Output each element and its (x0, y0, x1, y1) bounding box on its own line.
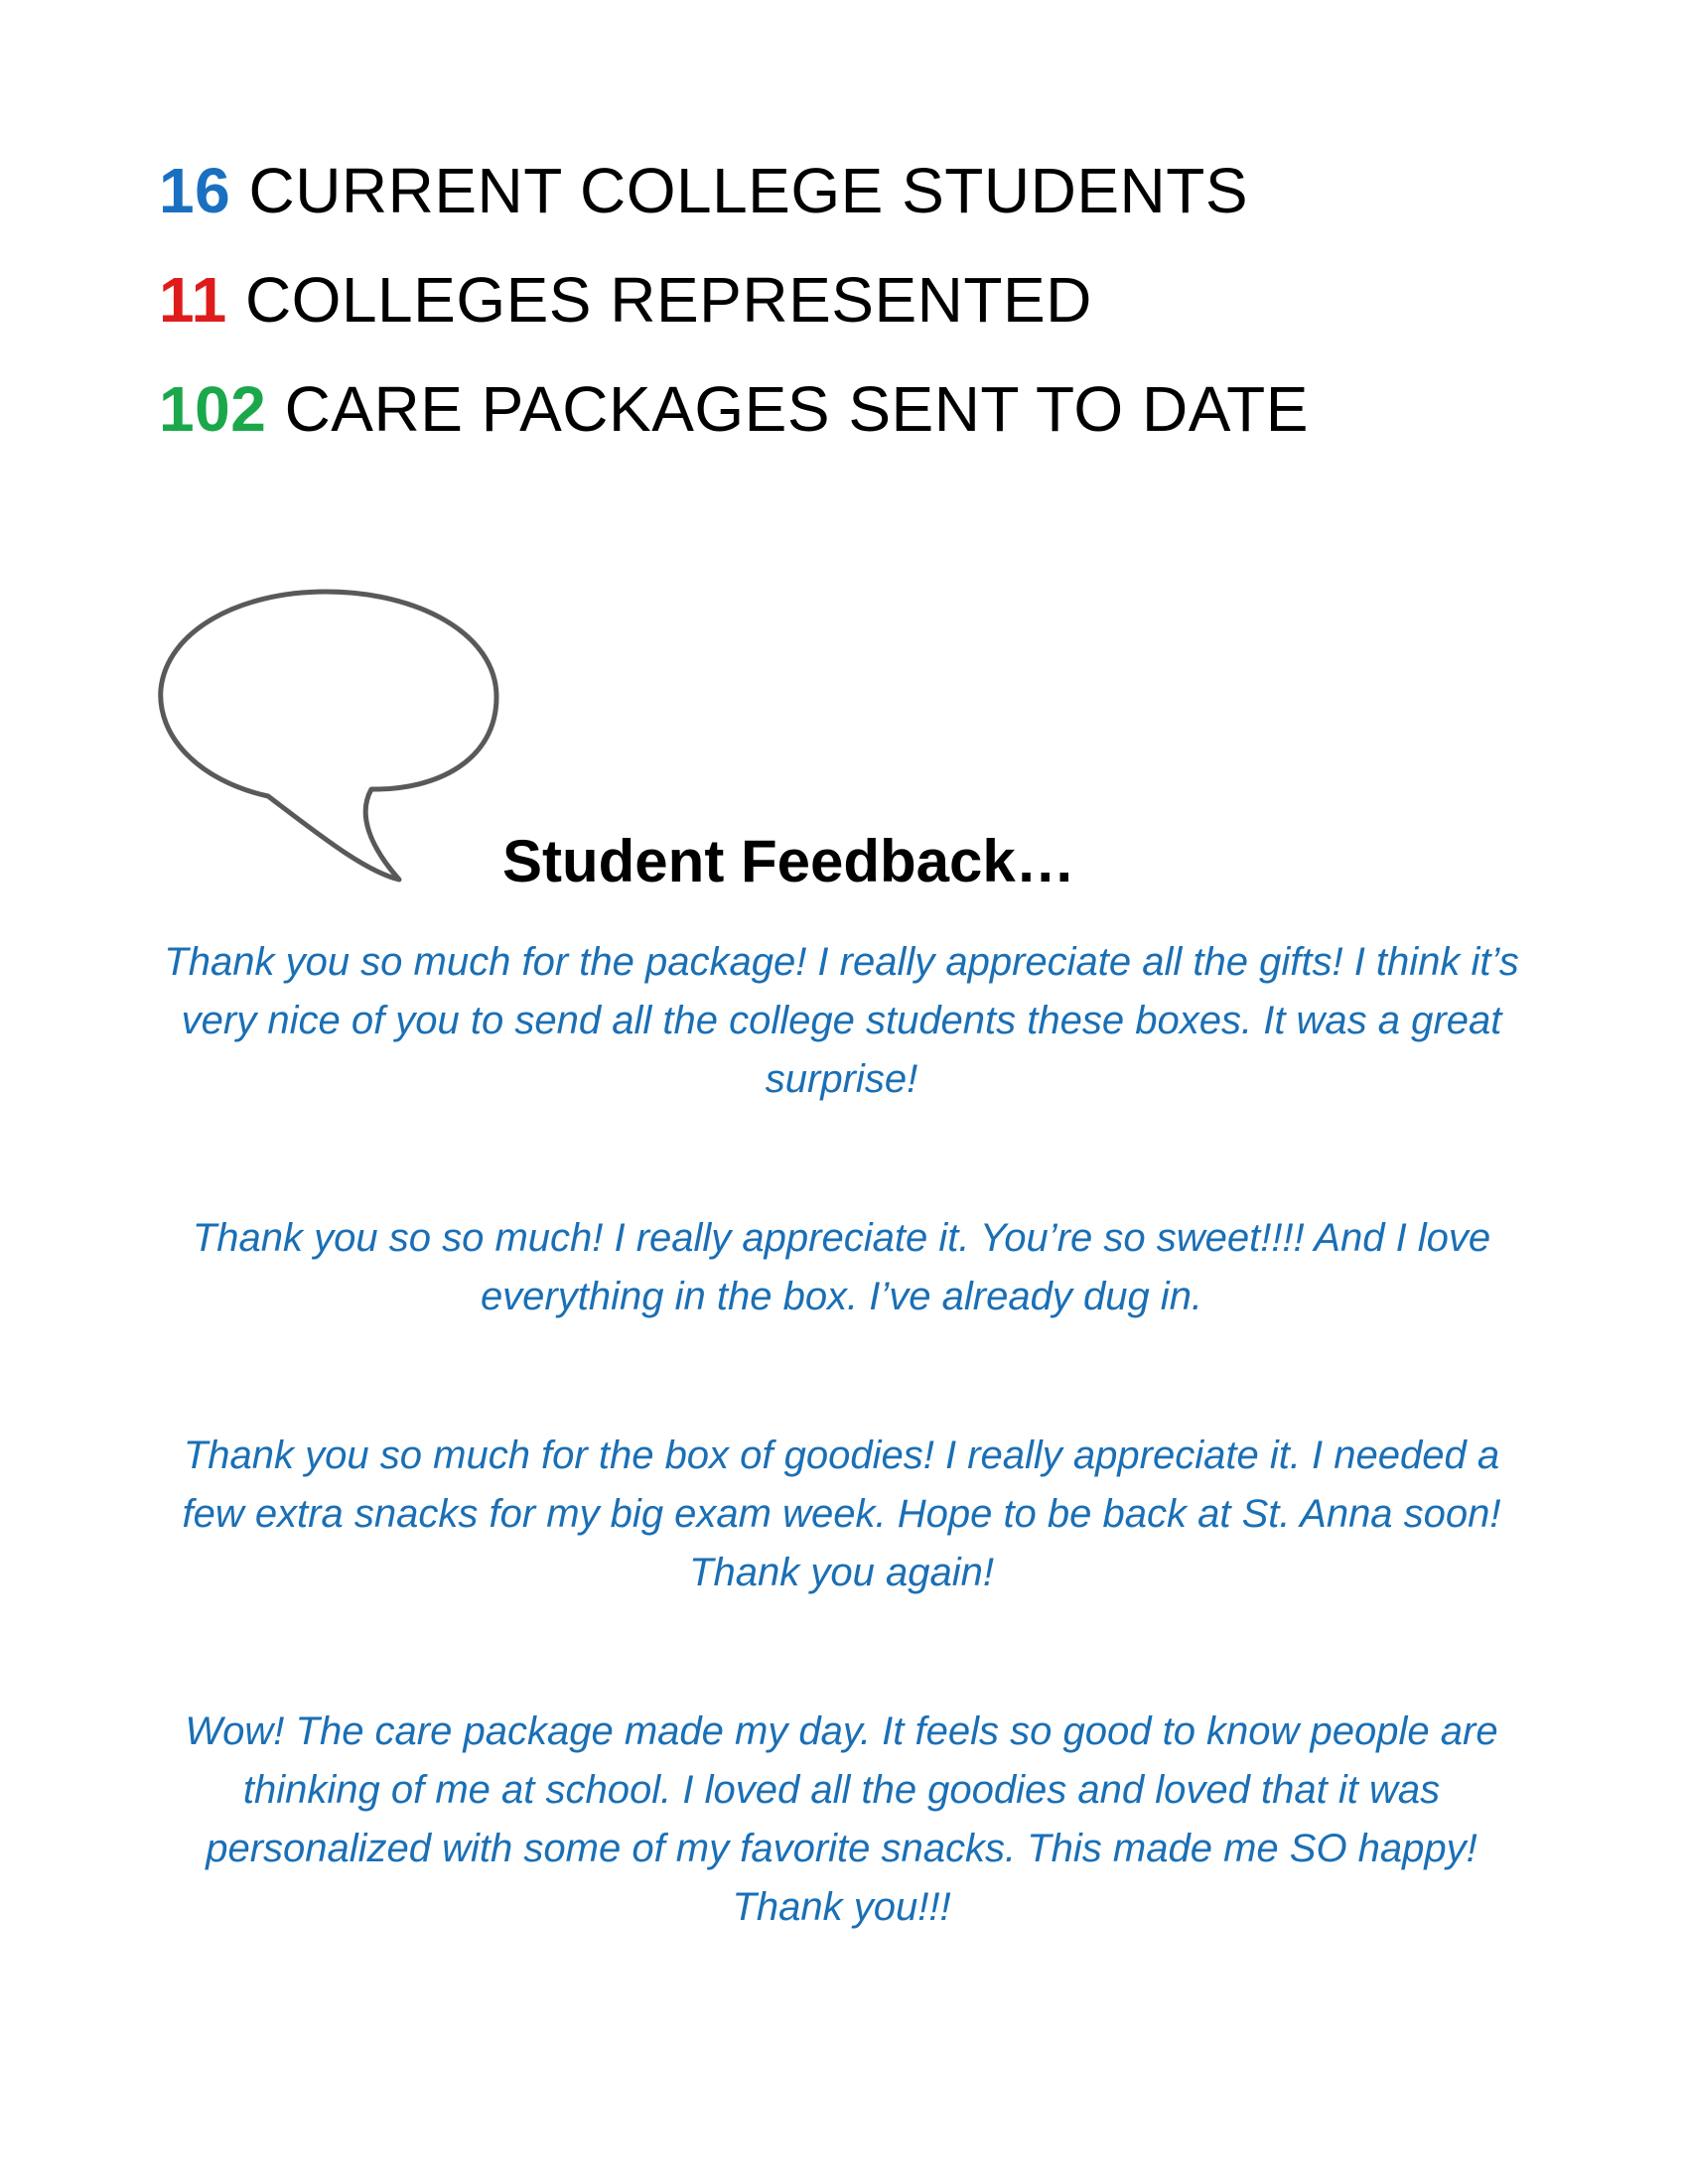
feedback-quote: Thank you so much for the package! I really appreciate all the gifts! I think it’s very nice of you to send all the college students these boxes. It was a great surprise! (164, 940, 1519, 1101)
stat-colleges-represented (159, 264, 1549, 336)
feedback-heading: Student Feedback… (502, 828, 1075, 894)
stat-number: 16 (159, 155, 231, 226)
stat-number: 11 (159, 264, 227, 336)
feedback-quote: Thank you so so much! I really appreciate it. You’re so sweet!!!! And I love everything in the box. I’ve already dug in. (192, 1216, 1491, 1318)
stat-label: COLLEGES REPRESENTED (244, 264, 1092, 336)
feedback-quote: Thank you so much for the box of goodies! I really appreciate it. I needed a few extra snacks for my big exam week. Hope to be back at St. Anna soon! Thank you again! (182, 1433, 1501, 1594)
stats-section (159, 155, 1549, 486)
stat-label: CURRENT COLLEGE STUDENTS (248, 155, 1248, 226)
stat-number: 102 (159, 373, 267, 445)
feedback-quotes (154, 933, 1529, 2037)
speech-bubble-icon (149, 586, 506, 903)
stat-care-packages-sent (159, 373, 1549, 445)
stat-label: CARE PACKAGES SENT TO DATE (284, 373, 1309, 445)
stat-current-students (159, 155, 1549, 226)
feedback-quote: Wow! The care package made my day. It feels so good to know people are thinking of me at school. I loved all the goodies and loved that it was personalized with some of my favorite snacks. This made me SO happy! Thank you!!! (185, 1709, 1498, 1929)
